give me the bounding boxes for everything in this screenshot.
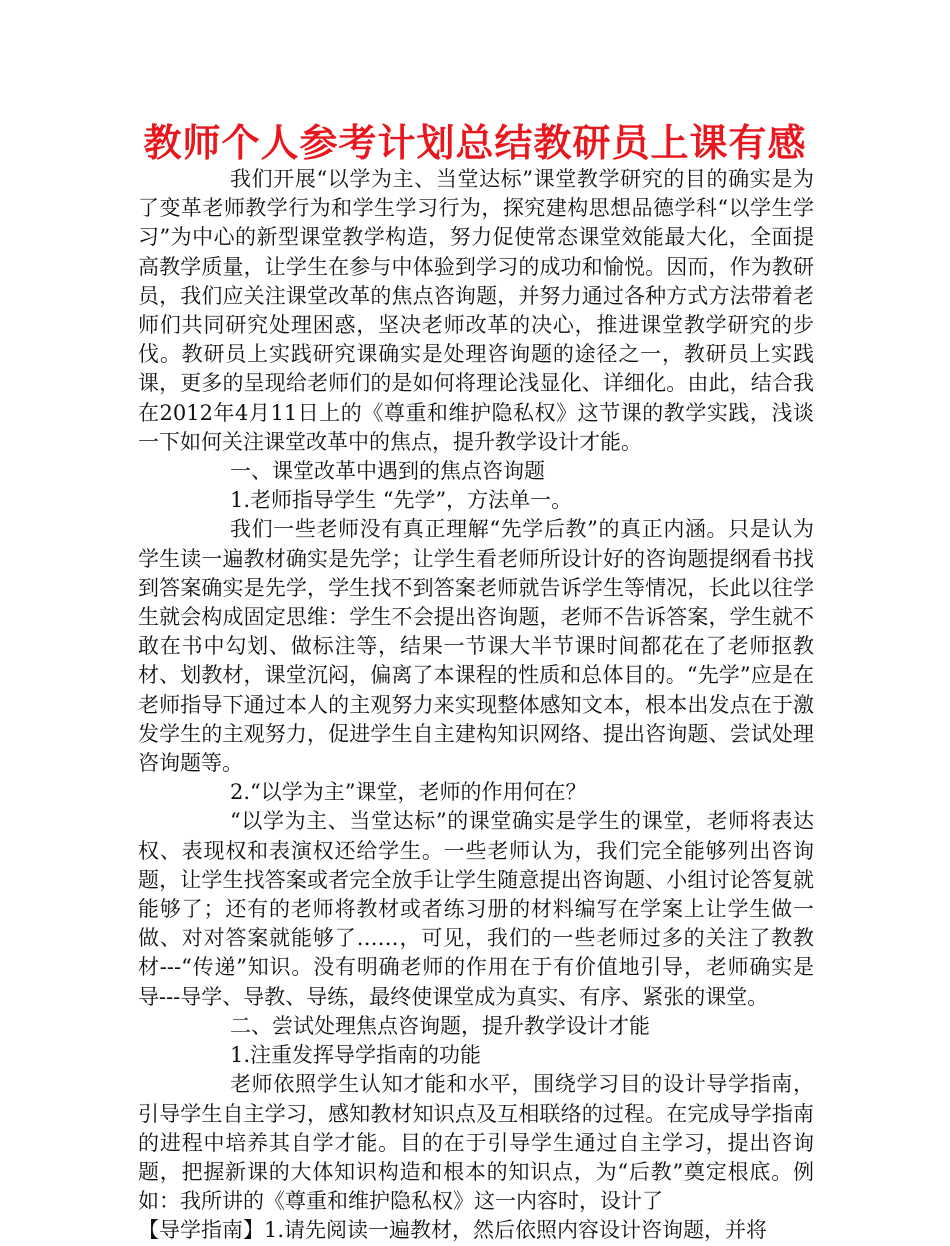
- subheading-2-1: 1.注重发挥导学指南的功能: [230, 1043, 482, 1068]
- document-title: 教师个人参考计划总结教研员上课有感: [143, 121, 807, 165]
- subheading-1-1: 1.老师指导学生 “先学”，方法单一。: [230, 488, 573, 513]
- body-paragraph: 我们一些老师没有真正理解“先学后教”的真正内涵。只是认为学生读一遍教材确实是先学；让学生看老师所设计好的咨询题提纲看书找到答案确实是先学，学生找不到答案老师就告诉学生等情况，长此以往学生就会构成固定思维：学生不会提出咨询题，老师不告诉答案，学生就不敢在书中勾划、做标注等，结果一节课大半节课时间都花在了老师抠教材、划教材，课堂沉闷，偏离了本课程的性质和总体目的。“先学”应是在老师指导下通过本人的主观努力来实现整体感知文本，根本出发点在于激发学生的主观努力，促进学生自主建构知识网络、提出咨询题、尝试处理咨询题等。: [138, 517, 814, 776]
- intro-paragraph: 我们开展“以学为主、当堂达标”课堂教学研究的目的确实是为了变革老师教学行为和学生学习行为，探究建构思想品德学科“以学生学习”为中心的新型课堂教学构造，努力促使常态课堂效能最大化，全面提高教学质量，让学生在参与中体验到学习的成功和愉悦。因而，作为教研员，我们应关注课堂改革的焦点咨询题，并努力通过各种方式方法带着老师们共同研究处理困惑，坚决老师改革的决心，推进课堂教学研究的步伐。教研员上实践研究课确实是处理咨询题的途径之一，教研员上实践课，更多的呈现给老师们的是如何将理论浅显化、详细化。由此，结合我在2012年4月11日上的《尊重和维护隐私权》这节课的教学实践，浅谈一下如何关注课堂改革中的焦点，提升教学设计才能。: [138, 167, 814, 454]
- document-body: [138, 165, 814, 1246]
- body-paragraph: 老师依照学生认知才能和水平，围绕学习目的设计导学指南，引导学生自主学习，感知教材知识点及互相联络的过程。在完成导学指南的进程中培养其自学才能。目的在于引导学生通过自主学习，提出咨询题，把握新课的大体知识构造和根本的知识点，为“后教”奠定根底。例如：我所讲的《尊重和维护隐私权》这一内容时，设计了: [138, 1072, 814, 1214]
- section-heading-2: 二、尝试处理焦点咨询题，提升教学设计才能: [230, 1013, 650, 1038]
- body-paragraph: “以学为主、当堂达标”的课堂确实是学生的课堂，老师将表达权、表现权和表演权还给学生。一些老师认为，我们完全能够列出咨询题，让学生找答案或者完全放手让学生随意提出咨询题、小组讨论答复就能够了；还有的老师将教材或者练习册的材料编写在学案上让学生做一做、对对答案就能够了……，可见，我们的一些老师过多的关注了教教材---“传递”知识。没有明确老师的作用在于有价值地引导，老师确实是导---导学、导教、导练，最终使课堂成为真实、有序、紧张的课堂。: [138, 809, 814, 1009]
- section-heading-1: 一、课堂改革中遇到的焦点咨询题: [230, 459, 545, 484]
- guide-paragraph: 【导学指南】1.请先阅读一遍教材，然后依照内容设计咨询题，并将: [138, 1218, 768, 1243]
- subheading-1-2: 2.“以学为主”课堂，老师的作用何在？: [230, 780, 587, 805]
